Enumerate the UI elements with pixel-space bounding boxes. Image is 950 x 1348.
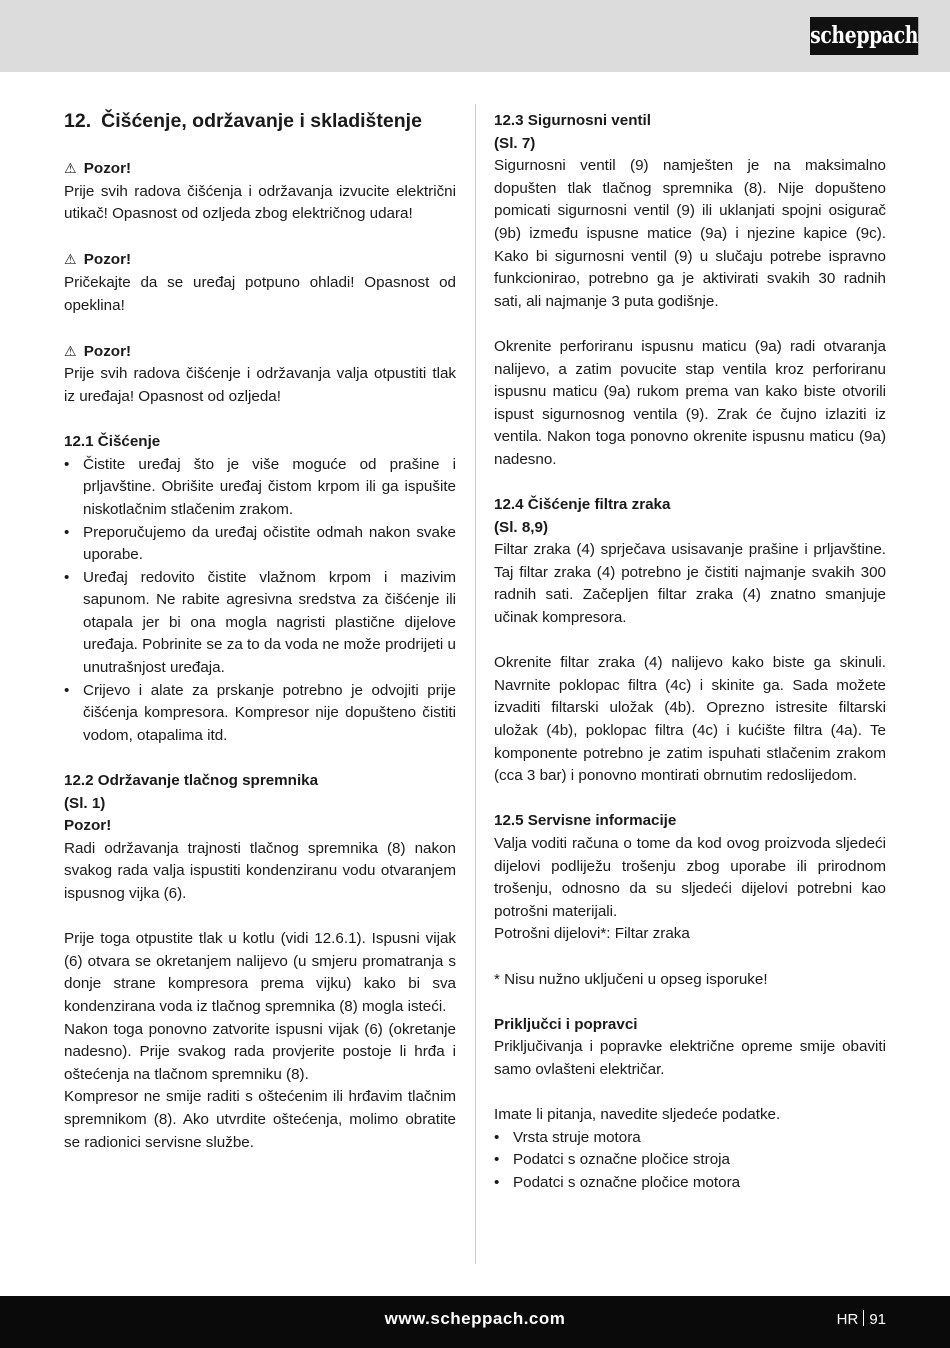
paragraph: Potrošni dijelovi*: Filtar zraka bbox=[494, 925, 690, 943]
list-item: • Podatci s označne pločice motora bbox=[494, 1172, 886, 1195]
figure-ref: (Sl. 8,9) bbox=[494, 518, 549, 536]
list-item: • Vrsta struje motora bbox=[494, 1127, 886, 1150]
warning-icon: ⚠ bbox=[64, 160, 77, 176]
figure-ref: (Sl. 1) bbox=[64, 794, 106, 812]
section-number: 12. bbox=[64, 110, 92, 132]
subsection-heading-connections: Priključci i popravci bbox=[494, 1015, 638, 1033]
page-number: 91 bbox=[869, 1311, 886, 1328]
info-list bbox=[494, 1127, 886, 1195]
warning-icon: ⚠ bbox=[64, 251, 77, 268]
column-divider bbox=[475, 104, 476, 1264]
separator bbox=[863, 1310, 864, 1326]
subsection-heading-valve: 12.3 Sigurnosni ventil bbox=[494, 112, 651, 129]
paragraph: Radi održavanja trajnosti tlačnog spremnika (8) nakon svakog rada valja ispustiti kondenziranu vodu otvaranjem ispusnog vijka (6). bbox=[64, 839, 456, 902]
section-title-text: Čišćenje, održavanje i skladištenje bbox=[101, 110, 422, 132]
page-info bbox=[837, 1310, 886, 1328]
figure-ref: (Sl. 7) bbox=[494, 134, 536, 152]
list-item: • Podatci s označne pločice stroja bbox=[494, 1149, 886, 1172]
footer-bar bbox=[0, 1296, 950, 1348]
footnote: * Nisu nužno uključeni u opseg isporuke! bbox=[494, 970, 768, 988]
paragraph: Sigurnosni ventil (9) namješten je na maksimalno dopušten tlak tlačnog spremnika (8). Nije dopušteno pomicati sigurnosni ventil (9) ili uklanjati spojni osigurač (9b) između ispusne matice (9a) i njezine kapice (9c). Kako bi sigurnosni ventil (9) u slučaju potrebe ispravno funkcionirao, potrebno ga je aktivirati svakih 30 radnih sati, ali najmanje 3 puta godišnje. bbox=[494, 157, 886, 310]
list-item: • Uređaj redovito čistite vlažnom krpom i mazivim sapunom. Ne rabite agresivna sredstva za čišćenje ili otapala jer bi ona mogla nagristi plastične dijelove uređaja. Pobrinite se za to da voda ne može prodrijeti u unutrašnjost uređaja. bbox=[64, 567, 456, 680]
warning-text: Prije svih radova čišćenje i održavanja valja otpustiti tlak iz uređaja! Opasnost od ozljeda! bbox=[64, 365, 456, 405]
subsection-heading-filter: 12.4 Čišćenje filtra zraka bbox=[494, 496, 671, 514]
brand-logo: scheppach bbox=[810, 17, 918, 55]
warning-heading bbox=[64, 248, 456, 272]
paragraph: Kompresor ne smije raditi s oštećenim ili hrđavim tlačnim spremnikom (8). Ako utvrdite oštećenja, molimo obratite se radionici servisne službe. bbox=[64, 1088, 456, 1151]
right-column bbox=[494, 110, 886, 1195]
warning-label: Pozor! bbox=[83, 251, 132, 269]
paragraph: Prije toga otpustite tlak u kotlu (vidi 12.6.1). Ispusni vijak (6) otvara se okretanjem nalijevo (u smjeru promatranja s donje strane kompresora prema vijku) kako bi sva kondenzirana voda iz tlačnog spremnika (8) mogla isteći. bbox=[64, 930, 456, 1015]
left-column bbox=[64, 110, 456, 1154]
warning-text: Pričekajte da se uređaj potpuno ohladi! Opasnost od opeklina! bbox=[64, 273, 456, 314]
list-item: • Preporučujemo da uređaj očistite odmah nakon svake uporabe. bbox=[64, 522, 456, 567]
website-link[interactable]: www.scheppach.com bbox=[384, 1309, 566, 1328]
header-bar bbox=[0, 0, 950, 72]
paragraph: Valja voditi računa o tome da kod ovog proizvoda sljedeći dijelovi podliježu trošenju zbog uporabe ili prirodnom trošenju, odnosno da su sljedeći dijelovi potrebni kao potrošni materijali. bbox=[494, 835, 886, 920]
list-item: • Čistite uređaj što je više moguće od prašine i prljavštine. Obrišite uređaj čistom krpom ili ga ispušite niskotlačnim stlačenim zrakom. bbox=[64, 454, 456, 522]
paragraph: Imate li pitanja, navedite sljedeće podatke. bbox=[494, 1106, 781, 1124]
paragraph: Okrenite filtar zraka (4) nalijevo kako biste ga skinuli. Navrnite poklopac filtra (4c) i skinite ga. Sada možete izvaditi filtarski uložak (4b). Oprezno istresite filtarski uložak (4b), poklopac filtra (4c) i kućište filtra (4a). Te komponente potrebno je zatim ispuhati stlačenim zrakom (cca 3 bar) i ponovno montirati obrnutim redoslijedom. bbox=[494, 654, 886, 785]
warning-label: Pozor! bbox=[83, 160, 132, 177]
warning-heading bbox=[64, 157, 456, 181]
paragraph: Filtar zraka (4) sprječava usisavanje prašine i prljavštine. Taj filtar zraka (4) potrebno je čistiti najmanje svakih 300 radnih sati. Začepljen filtar zraka (4) znatno smanjuje učinak kompresora. bbox=[494, 541, 886, 627]
subsection-heading-tank: 12.2 Održavanje tlačnog spremnika bbox=[64, 772, 319, 790]
paragraph: Nakon toga ponovno zatvorite ispusni vijak (6) (okretanje nadesno). Prije svakog rada provjerite postoje li hrđa i oštećenja na tlačnom spremniku (8). bbox=[64, 1020, 456, 1083]
paragraph: Priključivanja i popravke električne opreme smije obaviti samo ovlašteni električar. bbox=[494, 1038, 886, 1078]
list-item: • Crijevo i alate za prskanje potrebno je odvojiti prije čišćenja kompresora. Kompresor nije dopušteno čistiti vodom, otapalima itd. bbox=[64, 680, 456, 748]
subsection-heading-cleaning: 12.1 Čišćenje bbox=[64, 433, 161, 451]
warning-heading bbox=[64, 340, 456, 364]
paragraph: Okrenite perforiranu ispusnu maticu (9a) radi otvaranja nalijevo, a zatim povucite stap ventila kroz perforiranu ispusnu maticu (9a) rukom prema van kako biste otvorili ispust sigurnosnog ventila (9). Zrak će čujno izlaziti iz ventila. Nakon toga ponovno okrenite ispusnu maticu (9a) nadesno. bbox=[494, 337, 886, 468]
section-title bbox=[64, 110, 456, 132]
warning-icon: ⚠ bbox=[64, 342, 77, 359]
warning-text: Prije svih radova čišćenja i održavanja izvucite električni utikač! Opasnost od ozljeda zbog električnog udara! bbox=[64, 182, 456, 223]
cleaning-list bbox=[64, 454, 456, 748]
subsection-heading-service: 12.5 Servisne informacije bbox=[494, 812, 677, 830]
caution-label: Pozor! bbox=[64, 817, 112, 835]
language-code: HR bbox=[836, 1311, 859, 1328]
warning-label: Pozor! bbox=[83, 342, 132, 360]
